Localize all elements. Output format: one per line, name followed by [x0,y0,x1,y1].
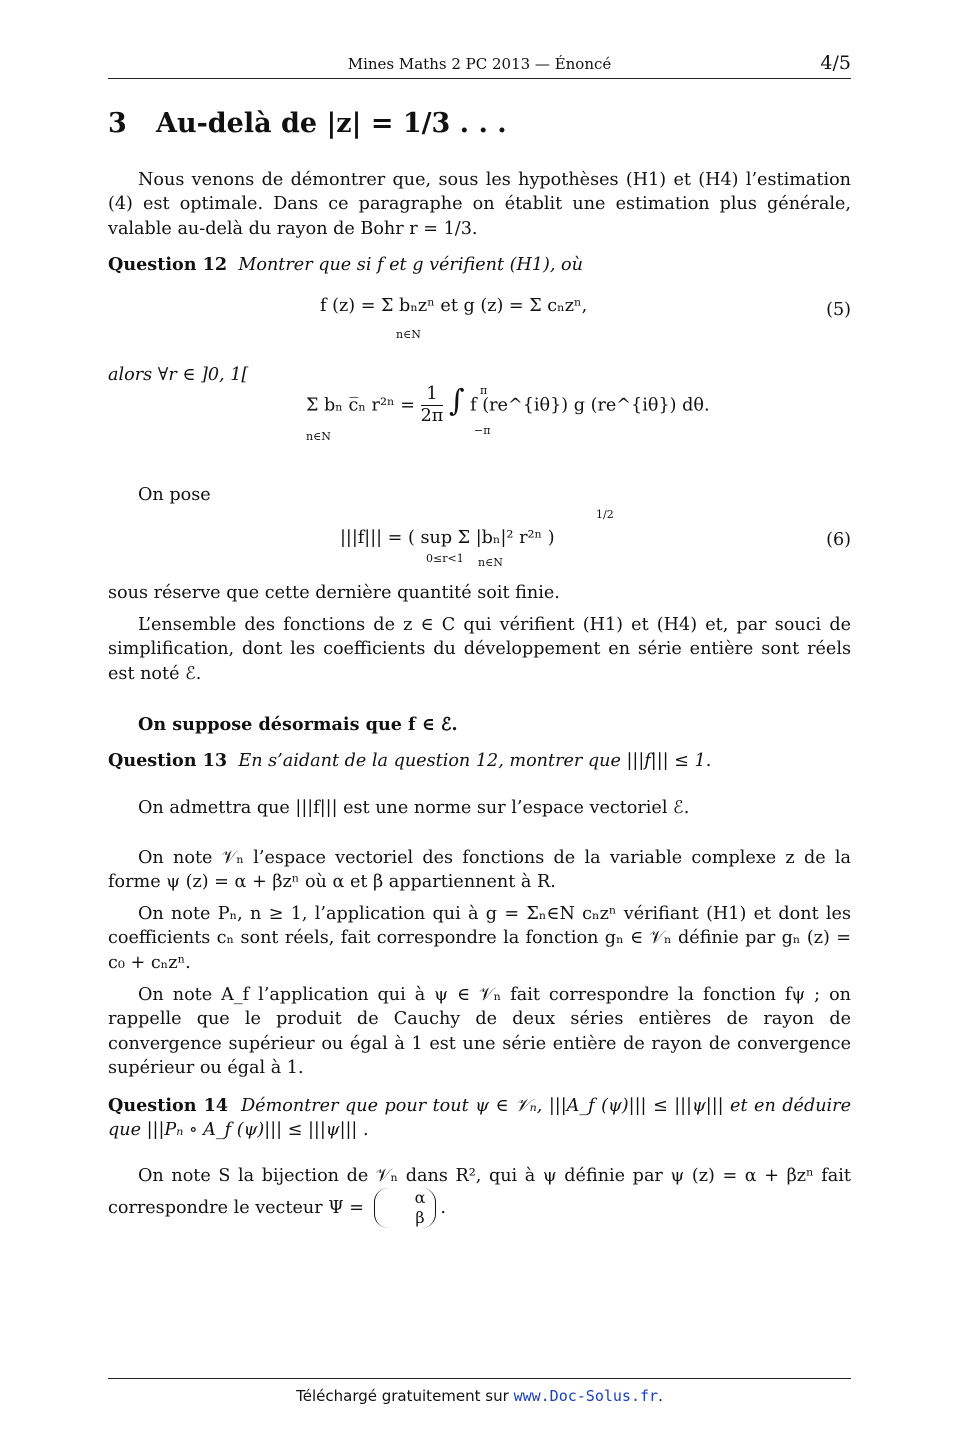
paragraph-norme: On admettra que |||f||| est une norme sur l’espace vectoriel ℰ. [138,798,690,818]
section-title: Au-delà de |z| = 1/3 . . . [156,108,507,139]
column-vector [374,1188,437,1228]
section-number: 3 [108,108,127,139]
alors-text: alors ∀r ∈ ]0, 1[ [108,365,249,385]
header-title: Mines Maths 2 PC 2013 — Énoncé [347,55,612,73]
paragraph-af: On note A_f l’application qui à ψ ∈ 𝒱ₙ fait correspondre la fonction fψ ; on rappelle que le produit de Cauchy de deux séries entières de rayon de convergence supérieur ou égal à 1 est une série entière de rayon de convergence supérieur ou égal à 1. [108,985,851,1078]
equation-sum-right: f (re^{iθ}) g (re^{iθ}) dθ. [470,395,710,416]
integral-upper: π [480,384,488,397]
question-12-text: Montrer que si f et g vérifient (H1), où [238,255,583,275]
footer-link[interactable]: www.Doc-Solus.fr [513,1387,659,1405]
page-number: 4/5 [820,52,851,74]
question-13-label: Question 13 [108,750,228,771]
alors-line [108,363,308,387]
paragraph-s-text: On note S la bijection de 𝒱ₙ dans R², qui à ψ définie par ψ (z) = α + βzⁿ fait correspondre le vecteur Ψ = [108,1166,851,1219]
fraction-bottom: 2π [420,406,444,427]
page-footer [108,1378,851,1405]
fraction-top: 1 [421,384,444,406]
question-14 [108,1094,851,1143]
equation-6 [340,508,614,569]
page-header [108,52,851,79]
equation-5-body: f (z) = Σ bₙzⁿ et g (z) = Σ cₙzⁿ, [320,296,588,316]
equation-5-number: (5) [826,300,851,320]
equation-5-subscript: n∈N [396,328,421,341]
question-13 [108,749,851,773]
sup-subscript: 0≤r<1 [426,552,464,565]
paragraph-vn: On note 𝒱ₙ l’espace vectoriel des fonctions de la variable complexe z de la forme ψ (z) = α + βzⁿ où α et β appartiennent à R. [108,848,851,893]
sum-subscript: n∈N [478,556,503,569]
paragraph-ensemble: L’ensemble des fonctions de z ∈ C qui vérifient (H1) et (H4) et, par souci de simplification, dont les coefficients du développement en série entière sont réels est noté ℰ. [108,615,851,684]
vector-alpha: α [414,1188,426,1208]
paragraph-finie: sous réserve que cette dernière quantité soit finie. [108,583,560,603]
integral-sign: ∫ [448,383,465,419]
equation-6-number: (6) [826,530,851,550]
vector-beta: β [415,1208,425,1228]
paragraph-pn: On note Pₙ, n ≥ 1, l’application qui à g = Σₙ∈N cₙzⁿ vérifiant (H1) et dont les coefficients cₙ sont réels, fait correspondre la fonction gₙ ∈ 𝒱ₙ définie par gₙ (z) = c₀ + cₙzⁿ. [108,904,851,973]
on-pose: On pose [138,485,211,505]
equation-sum [306,383,710,443]
equation-sum-left: Σ bₙ c̅ₙ r²ⁿ = [306,395,415,416]
question-14-label: Question 14 [108,1095,229,1116]
question-12 [108,253,851,277]
question-13-text: En s’aidant de la question 12, montrer que |||f||| ≤ 1. [238,751,712,771]
fraction [421,384,444,427]
equation-6-body: |||f||| = ( sup Σ |bₙ|² r²ⁿ ) [340,528,555,548]
section-heading [108,108,507,139]
equation-sum-subscript: n∈N [306,430,331,443]
assumption-line: On suppose désormais que f ∈ ℰ. [138,714,458,735]
integral-lower: −π [474,424,491,437]
footer-end: . [658,1387,663,1405]
paragraph-s [108,1164,851,1228]
equation-5 [320,296,588,341]
paragraph-intro: Nous venons de démontrer que, sous les hypothèses (H1) et (H4) l’estimation (4) est optimale. Dans ce paragraphe on établit une estimation plus générale, valable au-delà du rayon de Bohr r = 1/3. [108,170,851,239]
footer-text: Téléchargé gratuitement sur [296,1387,509,1405]
exponent: 1/2 [596,508,614,521]
paragraph-s-end: . [440,1198,446,1219]
question-14-text: Démontrer que pour tout ψ ∈ 𝒱ₙ, |||A_f (ψ)||| ≤ |||ψ||| et en déduire que |||Pₙ ∘ A_f (ψ)||| ≤ |||ψ||| . [108,1096,851,1141]
question-12-label: Question 12 [108,254,228,275]
